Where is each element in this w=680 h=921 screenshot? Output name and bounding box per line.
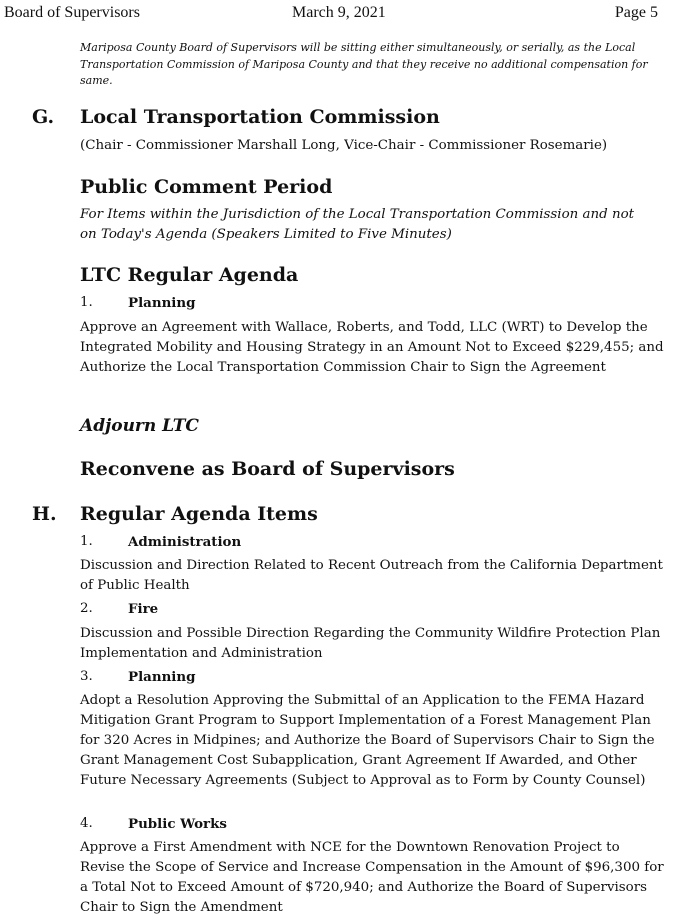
ltc-item-number: 1. <box>80 295 93 310</box>
h-item-3-text: Adopt a Resolution Approving the Submittal of an Application to the FEMA Hazard Mitigation Grant Program to Support Implementation of a Forest Management Plan for 320 Acres in Midpines; and Authorize the Board of Supervisors Chair to Sign the Grant Management Cost Subapplication, Grant Agreement If Awarded, and Other Future Necessary Agreements (Subject to Approval as to Form by County Counsel) <box>80 693 655 788</box>
ltc-chairs: (Chair - Commissioner Marshall Long, Vice-Chair - Commissioner Rosemarie) <box>80 138 608 153</box>
h-item-3-label: Planning <box>128 669 196 685</box>
h-item-1-text: Discussion and Direction Related to Recent Outreach from the California Department of Public Health <box>80 558 663 593</box>
header-board-name: Board of Supervisors <box>4 4 140 21</box>
adjourn-ltc: Adjourn LTC <box>80 416 199 436</box>
section-h-letter: H. <box>32 503 57 525</box>
h-item-2-label: Fire <box>128 601 159 617</box>
ltc-item-label: Planning <box>128 295 196 311</box>
public-comment-text-line2: on Today's Agenda (Speakers Limited to Five Minutes) <box>80 227 452 242</box>
ltc-sitting-note: Mariposa County Board of Supervisors will be sitting either simultaneously, or serially, as the Local Transportation Commission of Mariposa County and that they receive no additional compensation for same. <box>80 41 648 87</box>
header-date: March 9, 2021 <box>292 4 386 21</box>
reconvene-title: Reconvene as Board of Supervisors <box>80 458 455 480</box>
section-g-letter: G. <box>32 106 55 128</box>
header-page-number: Page 5 <box>614 4 658 21</box>
h-item-2-number: 2. <box>80 601 93 616</box>
h-item-4-text: Approve a First Amendment with NCE for the Downtown Renovation Project to Revise the Scope of Service and Increase Compensation in the Amount of $96,300 for a Total Not to Exceed Amount of $720,940; and Authorize the Board of Supervisors Chair to Sign the Amendment <box>80 840 664 915</box>
h-item-2-text: Discussion and Possible Direction Regarding the Community Wildfire Protection Plan Implementation and Administration <box>80 626 661 661</box>
h-item-3-number: 3. <box>80 669 93 684</box>
section-h-title: Regular Agenda Items <box>80 503 318 525</box>
public-comment-title: Public Comment Period <box>80 176 333 198</box>
h-item-4-number: 4. <box>80 816 93 831</box>
ltc-item-text: Approve an Agreement with Wallace, Roberts, and Todd, LLC (WRT) to Develop the Integrated Mobility and Housing Strategy in an Amount Not to Exceed $229,455; and Authorize the Local Transportation Commission Chair to Sign the Agreement <box>80 320 664 375</box>
public-comment-text-line1: For Items within the Jurisdiction of the Local Transportation Commission and not <box>80 207 635 222</box>
section-g-title: Local Transportation Commission <box>80 106 440 128</box>
ltc-agenda-title: LTC Regular Agenda <box>80 264 299 286</box>
h-item-1-number: 1. <box>80 534 93 549</box>
h-item-1-label: Administration <box>128 534 242 550</box>
h-item-4-label: Public Works <box>128 816 227 832</box>
